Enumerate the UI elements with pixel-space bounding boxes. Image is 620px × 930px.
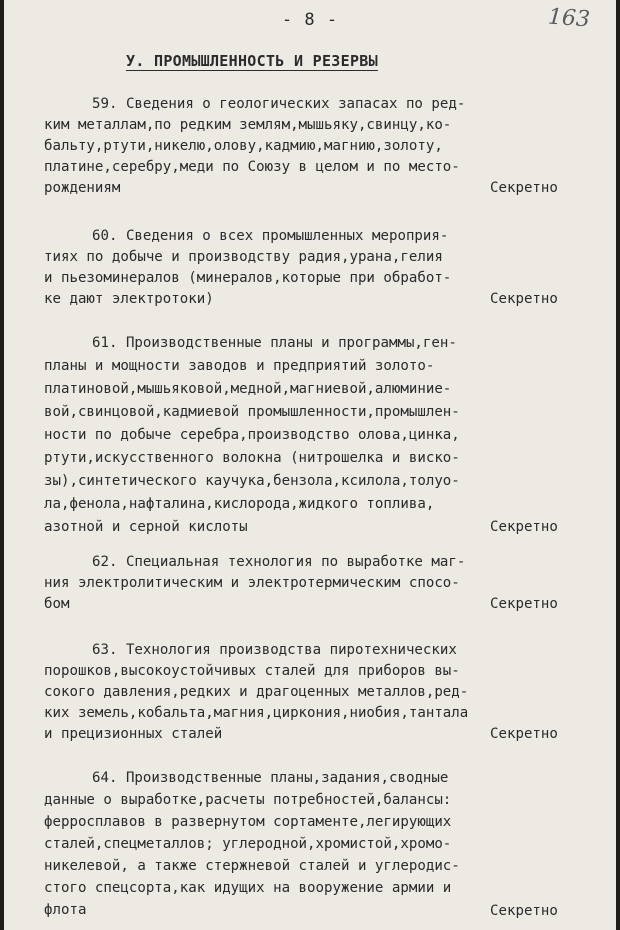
classification-label: Секретно	[490, 291, 558, 307]
item-line: 61. Производственные планы и программы,ген-	[92, 335, 457, 351]
item-line: ния электролитическим и электротермическим спосо-	[44, 575, 460, 591]
item-line: данные о выработке,расчеты потребностей,балансы:	[44, 792, 452, 808]
item-line: бом	[44, 596, 70, 612]
classification-label: Секретно	[490, 519, 558, 535]
classification-label: Секретно	[490, 596, 558, 612]
item-line: ким металлам,по редким землям,мышьяку,свинцу,ко-	[44, 117, 452, 133]
item-line: 62. Специальная технология по выработке маг-	[92, 554, 466, 570]
item-line: ла,фенола,нафталина,кислорода,жидкого топлива,	[44, 496, 435, 512]
item-line: азотной и серной кислоты	[44, 519, 248, 535]
classification-label: Секретно	[490, 180, 558, 196]
item-line: стого спецсорта,как идущих на вооружение армии и	[44, 880, 452, 896]
item-line: никелевой, а также стержневой сталей и углеродис-	[44, 858, 460, 874]
item-line: и прецизионных сталей	[44, 726, 223, 742]
item-line: ких земель,кобальта,магния,циркония,ниобия,тантала	[44, 705, 469, 721]
classification-label: Секретно	[490, 726, 558, 742]
item-line: ртути,искусственного волокна (нитрошелка и виско-	[44, 450, 460, 466]
item-line: ности по добыче серебра,производство олова,цинка,	[44, 427, 460, 443]
item-line: зы),синтетического каучука,бензола,ксилола,толуо-	[44, 473, 460, 489]
item-line: ке дают электротоки)	[44, 291, 214, 307]
item-line: 60. Сведения о всех промышленных мероприя-	[92, 228, 449, 244]
item-line: тиях по добыче и производству радия,урана,гелия	[44, 249, 443, 265]
item-line: 63. Технология производства пиротехнических	[92, 642, 457, 658]
item-line: сокого давления,редких и драгоценных металлов,ред-	[44, 684, 469, 700]
item-line: флота	[44, 902, 87, 918]
document-page	[4, 0, 616, 930]
item-line: порошков,высокоустойчивых сталей для приборов вы-	[44, 663, 460, 679]
archive-number-handwritten: 163	[547, 4, 591, 33]
item-line: вой,свинцовой,кадмиевой промышленности,промышлен-	[44, 404, 460, 420]
item-line: 59. Сведения о геологических запасах по ред-	[92, 96, 466, 112]
section-title: У. ПРОМЫШЛЕННОСТЬ И РЕЗЕРВЫ	[126, 52, 378, 70]
item-line: ферросплавов в развернутом сортаменте,легирующих	[44, 814, 452, 830]
item-line: планы и мощности заводов и предприятий золото-	[44, 358, 435, 374]
classification-label: Секретно	[490, 903, 558, 919]
item-line: бальту,ртути,никелю,олову,кадмию,магнию,золоту,	[44, 138, 443, 154]
item-line: и пьезоминералов (минералов,которые при обработ-	[44, 270, 452, 286]
item-line: платиновой,мышьяковой,медной,магниевой,алюминие-	[44, 381, 452, 397]
item-line: рождениям	[44, 180, 121, 196]
item-line: платине,серебру,меди по Союзу в целом и по место-	[44, 159, 460, 175]
item-line: 64. Производственные планы,задания,сводные	[92, 770, 449, 786]
item-line: сталей,спецметаллов; углеродной,хромистой,хромо-	[44, 836, 452, 852]
page-number: - 8 -	[281, 10, 339, 30]
